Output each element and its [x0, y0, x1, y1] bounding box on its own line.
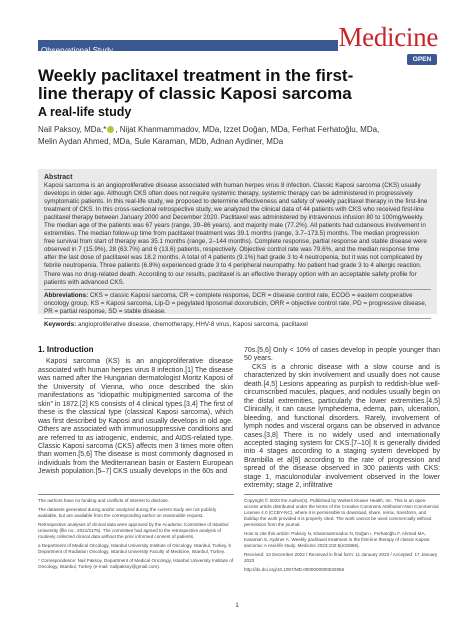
- article-title: Weekly paclitaxel treatment in the first-line therapy of classic Kaposi sarcoma: [38, 66, 354, 103]
- authors-line2: Melin Aydan Ahmed, MDa, Sule Karaman, MDb, Adnan Aydiner, MDa: [38, 136, 284, 146]
- footnote: a Department of Medical Oncology, Istanbul University Institute of Oncology, Istanbul, Turkey, b Department of Radiation Oncology, Istanbul University Faculty of Medicine, Istanbul, Turkey.: [38, 543, 232, 554]
- footnote: The authors have no funding and conflicts of interest to disclose.: [38, 498, 170, 503]
- abstract-divider: [44, 289, 431, 290]
- abstract-box: [38, 169, 437, 328]
- footnote: The datasets generated during and/or analyzed during the current study are not publicly available, but are available from the corresponding author on reasonable request.: [38, 507, 217, 518]
- journal-name: Medicine: [338, 22, 438, 52]
- keywords-label: Keywords:: [44, 320, 77, 328]
- copyright-note: Copyright © 2023 the Author(s). Published by Wolters Kluwer Health, Inc. This is an open-access article distributed under the terms of the Creative Commons Attribution-Non Commercial License 4.0 (CCBY-NC), where it is permissible to download, share, remix, transform, and buildup the work provided it is properly cited. The work cannot be used commercially without permission from the journal.: [244, 498, 439, 527]
- doi-link[interactable]: http://dx.doi.org/10.1097/MD.0000000000032866: [244, 567, 345, 572]
- intro-paragraph: Kaposi sarcoma (KS) is an angioproliferative disease associated with human herpes virus 8 infection.[1] The disease was named after the Hungarian dermatologist Moritz Kaposi of the University of Vienna, who once described the skin manifestations as “idiopathic multipigmented sarcoma of the skin” in 1872.[2] KS consists of 4 clinical types.[3,4] The first of these is the classical type (classical Kaposi sarcoma), which was first described by Kaposi and usually develops in old age. Others are associated with immunosuppressive conditions and are referred to as iatrogenic, endemic, and AIDS-related type. Classic Kaposi sarcoma (CKS) affects men 3 times more often than women.[5,6] The disease is most commonly diagnosed in individuals from the Mediterranean basin or Eastern European Jewish population.[5–7] CKS usually develops in the 60s and: [38, 358, 233, 476]
- citation-note: How to cite this article: Paksoy N, Khanmammadov N, Doğan ı, Ferhatoğlu F, Ahmed MA, Karaman S, Aydiner A. Weekly paclitaxel treatment in the first-line therapy of classic Kaposi sarcoma: A real-life study. Medicine 2023;102:5(e32866).: [244, 531, 430, 548]
- intro-heading: 1. Introduction: [38, 345, 94, 354]
- intro-continued: 70s.[5,6] Only < 10% of cases develop in people younger than 50 years.: [244, 347, 440, 363]
- orcid-icon[interactable]: [107, 126, 114, 133]
- footnotes-right: [244, 494, 440, 576]
- footnote: * Correspondence: Nail Paksoy, Department of Medical Oncology, Istanbul University Institute of Oncology, Istanbul, Turkey (e-mail: nailpaksoy@gmail.com).: [38, 558, 234, 569]
- abbreviations-text: CKS = classic Kaposi sarcoma, CR = complete response, DCR = disease control rate, ECOG = eastern cooperative oncology group, KS = Kaposi sarcoma, Lip-D = pegylated liposomal doxorubicin, ORR = objective control rate, PD = progressive disease, PR = partial response, SD = stable disease.: [44, 291, 427, 315]
- author-list: [38, 124, 438, 147]
- abstract-body: Kaposi sarcoma is an angioproliferative disease associated with human herpes virus 8 infection. Classic Kaposi sarcoma (CKS) usually develops in older age. Although CKS often does not require systemic therapy, systemic therapy can be administered in progressively symptomatic patients. In this real-life study, we proposed to determine effectiveness and safety of weekly paclitaxel therapy in the first-line treatment of CKS. In this cross-sectional retrospective study, we analyzed the clinical data of 44 patients with CKS who received first-line paclitaxel therapy between January 2000 and December 2020. Paclitaxel was administered by intravenous infusion 80 to 100mg/weekly. The median age of the patients was 67 years (range, 39–86 years), and majority male (77.2%). All patients had cutaneous involvement in extremities. The median follow-up time from paclitaxel treatment was 39.1 months (range, 3.7–173.5) months. The median progression free survival from start of therapy was 35.1 months (range, 2–144 months). Complete response, partial response and stable disease were observed in 7 (15.9%), 28 (63.7%) and 6 (13.6) patients, respectively. Objective control rate was 79.6%, and the median response time after the last dose of paclitaxel was 18.2 months. A total of 4 patients (9.1%) had grade 3 to 4 neutropenia, but it was not complicated by febrile neutropenia. Three patients (6.8%) experienced grade 3 to 4 peripheral neuropathy. No patient had grade 3 to 4 allergic reaction. There was no drug-related death. According to our results, paclitaxel is an effective therapy option with an acceptable safety profile for patients with advanced CKS.: [44, 182, 428, 286]
- right-column: [244, 347, 440, 491]
- intro-paragraph-2: CKS is a chronic disease with a slow course and is characterized by skin involvement and usually does not cause death.[4,5] Lesions appearing as purplish to reddish-blue well-circumscribed macules, plaques, and nodules usually begin on the distal extremities, particularly the lower extremities.[4,5] Clinically, it can cause lymphedema, edema, pain, ulceration, bleeding, and functional disorders. Rarely, involvement of lymph nodes and visceral organs can be observed in advance cases.[3,8] There is no widely used and internationally accepted staging system for CKS.[7–10] It is generally divided into 4 stages according to a staging system developed by Brambilla et al[9] according to the rate of progression and spread of the disease observed in 300 patients with CKS: stage 1, maculonodular involvement observed in the lower extremity; stage 2, infiltrative: [244, 363, 440, 490]
- abbreviations-label: Abbreviations:: [44, 291, 89, 299]
- footnote: Retrospective analyses of clinical data were approved by the Academic Committee of Istanbul University (file no.: 2021/2175). The committee had agreed to the retrospective analysis of routinely collected clinical data without the prior informed consent of patients.: [38, 522, 229, 539]
- abstract-heading: Abstract: [44, 174, 73, 181]
- received-dates: Received: 13 December 2022 / Received in final form: 11 January 2023 / Accepted: 17 January 2023: [244, 552, 438, 563]
- authors-rest: , Nijat Khanmammadov, MDa, Izzet Doğan, MDa, Ferhat Ferhatoğlu, MDa,: [115, 125, 380, 134]
- left-column: [38, 346, 233, 477]
- authors-first: Nail Paksoy, MDa,*: [38, 125, 107, 134]
- section-label: Observational Study: [41, 46, 114, 55]
- abstract-divider-2: [44, 318, 431, 319]
- open-access-badge: OPEN: [407, 54, 437, 65]
- abbreviations: [44, 292, 431, 316]
- footnotes-left: [38, 494, 234, 573]
- page-number: 1: [235, 602, 239, 609]
- keywords-text: angioproliferative disease, chemotherapy, HHV-8 virus, Kaposi sarcoma, paclitaxel: [77, 320, 308, 328]
- article-subtitle: A real-life study: [38, 105, 132, 119]
- section-label-bar: [38, 40, 338, 55]
- keywords: [44, 321, 431, 329]
